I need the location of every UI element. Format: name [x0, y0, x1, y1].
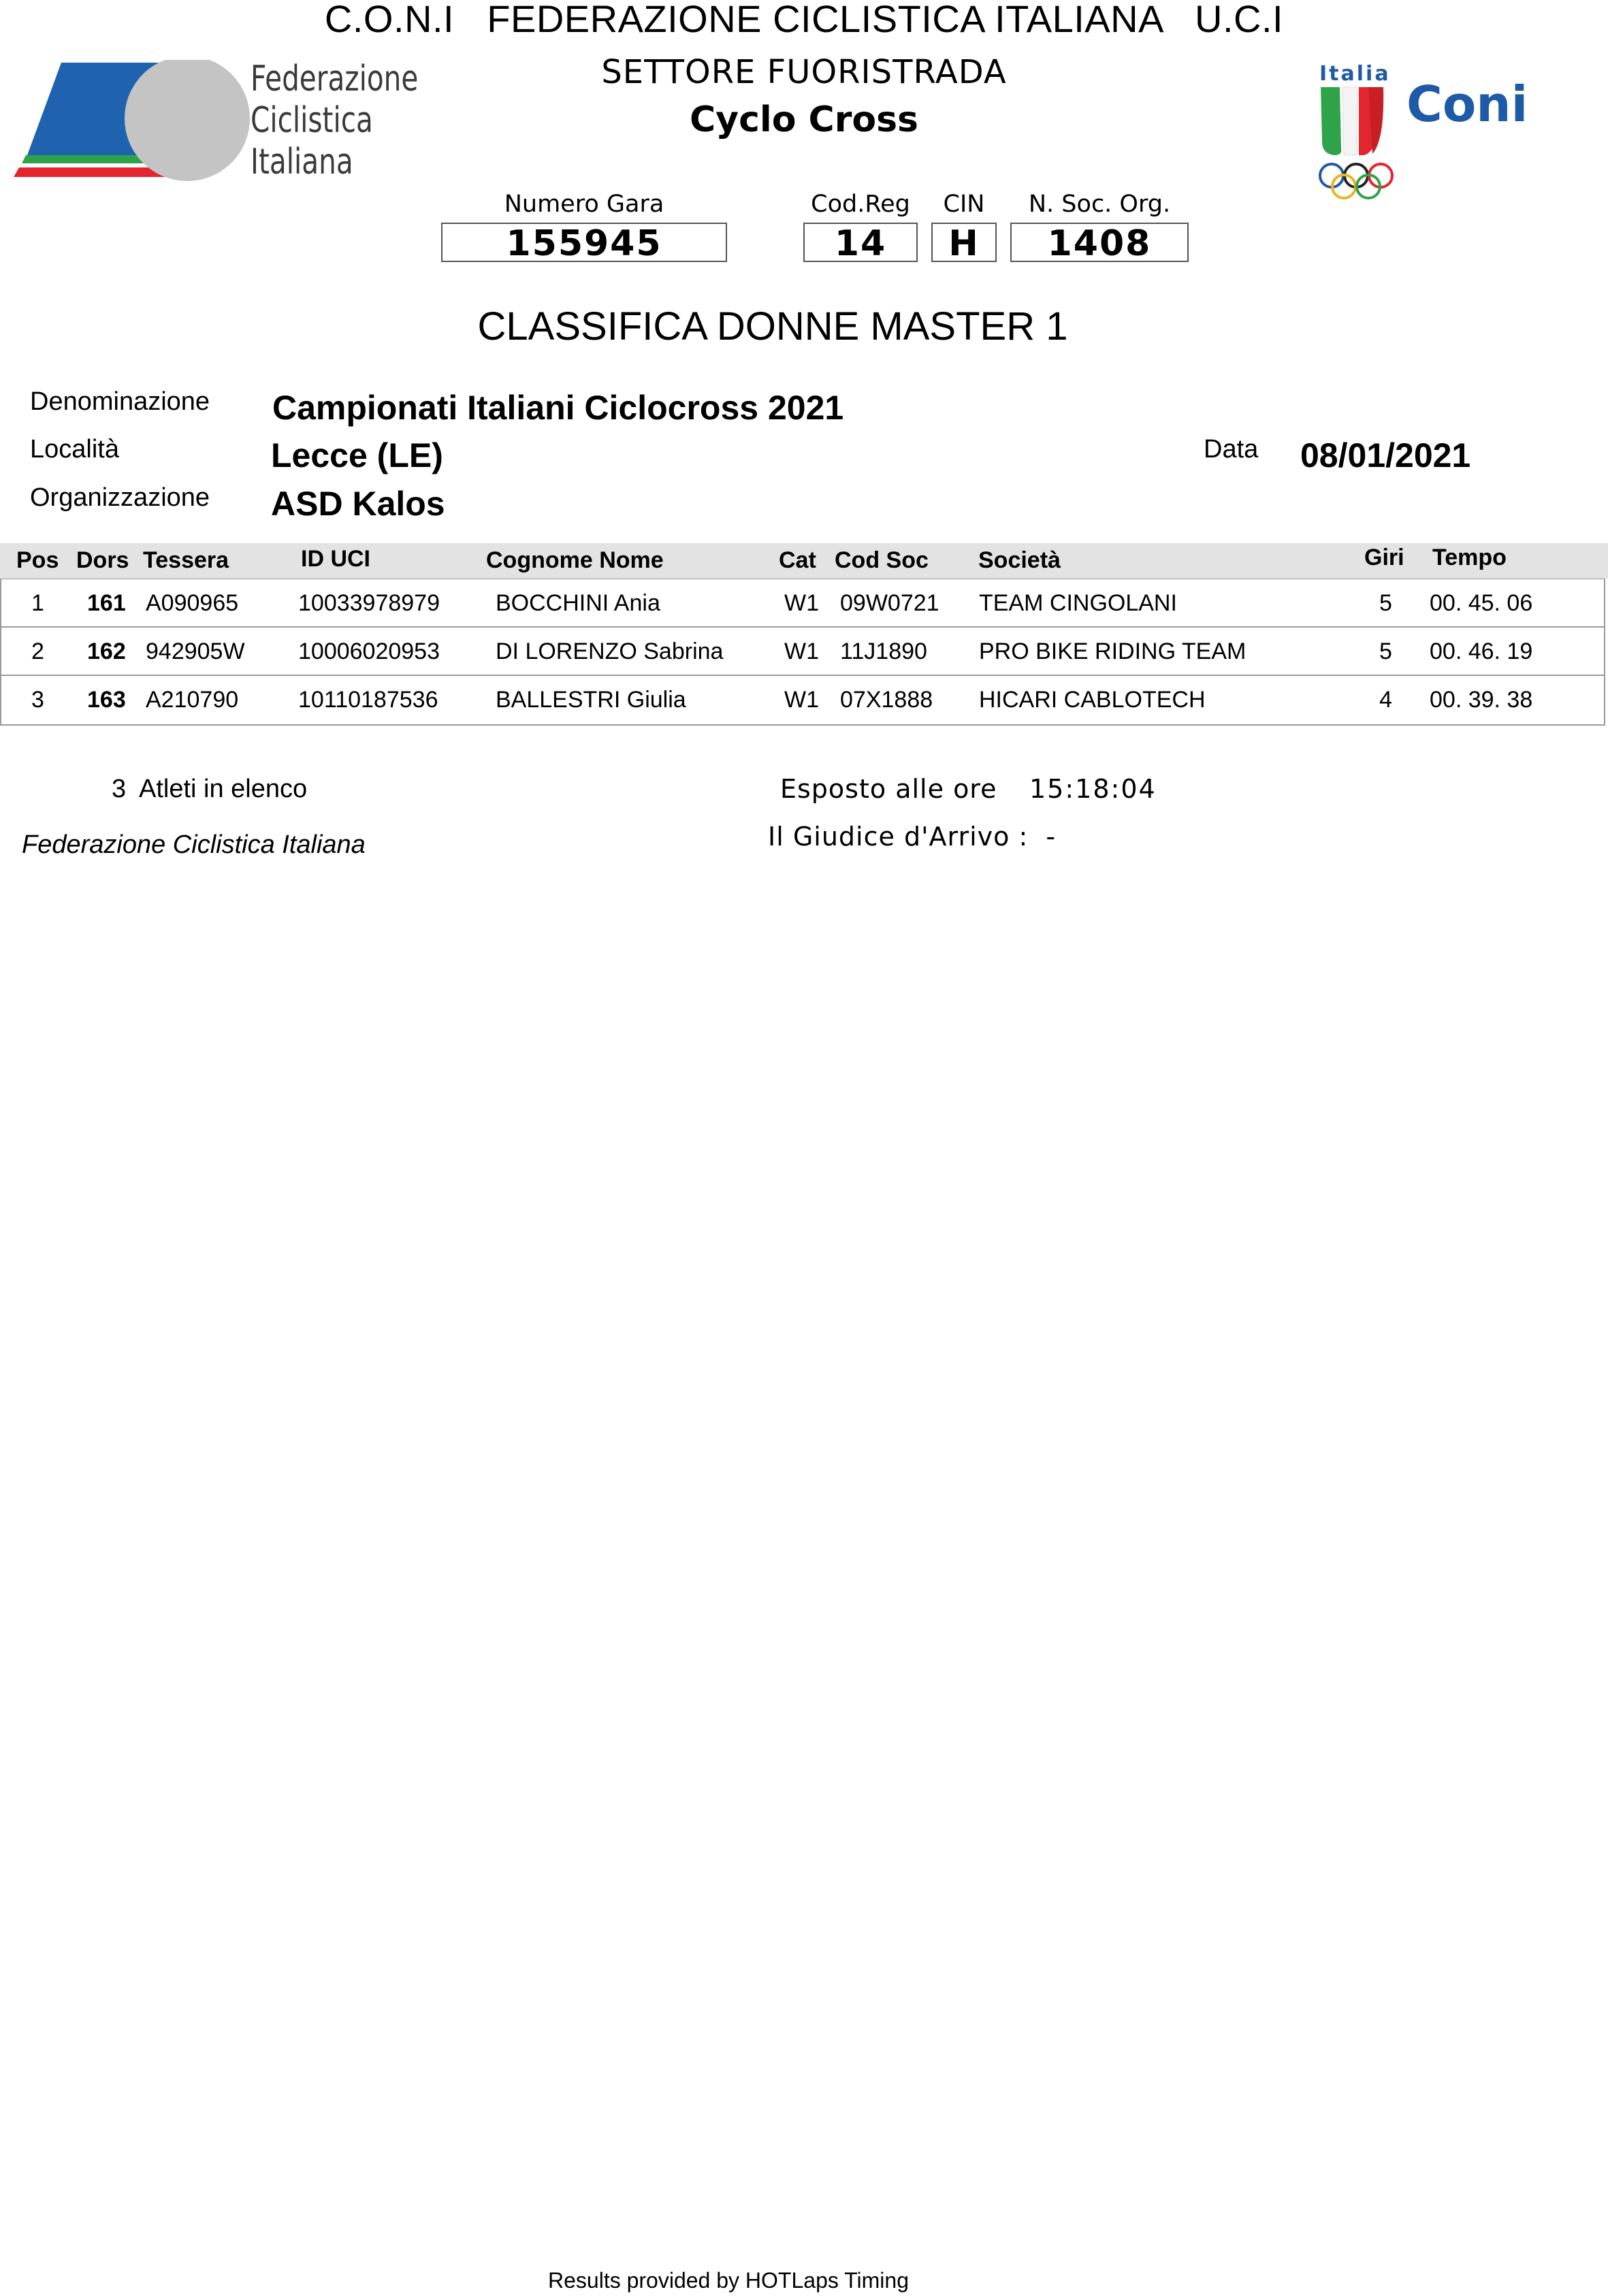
numero-gara-label: Numero Gara — [504, 191, 664, 218]
esposto-time: 15:18:04 — [1029, 774, 1157, 804]
col-tempo: Tempo — [1432, 545, 1507, 570]
cell-id-uci: 10033978979 — [298, 590, 440, 616]
cell-nome: DI LORENZO Sabrina — [496, 638, 724, 664]
results-table-body — [0, 579, 1605, 726]
col-cat: Cat — [779, 547, 816, 573]
col-societa: Società — [978, 547, 1061, 573]
coni-logo-coni-text: Coni — [1406, 76, 1528, 133]
cell-cat: W1 — [784, 687, 819, 713]
col-cod-soc: Cod Soc — [835, 547, 929, 573]
col-cognome-nome: Cognome Nome — [486, 547, 664, 573]
localita-value: Lecce (LE) — [271, 436, 443, 474]
cell-dors: 163 — [87, 687, 126, 713]
cell-tempo: 00. 45. 06 — [1430, 590, 1533, 616]
fci-logo-word-3: Italiana — [251, 142, 353, 182]
cell-cat: W1 — [784, 638, 819, 664]
soc-org-box: 1408 — [1010, 223, 1189, 262]
localita-label: Località — [30, 435, 119, 464]
cell-pos: 3 — [31, 687, 44, 713]
esposto-label: Esposto alle ore — [780, 774, 997, 804]
cin-label: CIN — [943, 191, 985, 218]
cell-societa: PRO BIKE RIDING TEAM — [979, 638, 1247, 664]
table-row — [1, 579, 1604, 628]
fci-logo-word-2: Ciclistica — [251, 100, 373, 141]
cell-id-uci: 10006020953 — [298, 638, 440, 664]
athletes-label: Atleti in elenco — [139, 775, 308, 803]
cell-societa: TEAM CINGOLANI — [979, 590, 1177, 616]
federazione-footer: Federazione Ciclistica Italiana — [22, 830, 366, 859]
cod-reg-box: 14 — [803, 223, 918, 262]
organizzazione-value: ASD Kalos — [271, 485, 445, 523]
organizzazione-label: Organizzazione — [30, 483, 210, 512]
coni-logo — [1314, 60, 1545, 203]
cell-cat: W1 — [784, 590, 819, 616]
col-dors: Dors — [76, 547, 129, 573]
cell-id-uci: 10110187536 — [298, 687, 438, 713]
denominazione-label: Denominazione — [30, 387, 210, 416]
cell-tessera: A210790 — [146, 687, 239, 713]
cell-societa: HICARI CABLOTECH — [979, 687, 1206, 713]
soc-org-label: N. Soc. Org. — [1028, 191, 1171, 218]
cell-cod-soc: 07X1888 — [840, 687, 933, 713]
cell-tempo: 00. 46. 19 — [1430, 638, 1533, 664]
cell-nome: BOCCHINI Ania — [496, 590, 660, 616]
cell-pos: 2 — [31, 638, 44, 664]
data-value: 08/01/2021 — [1300, 436, 1471, 474]
numero-gara-box: 155945 — [441, 223, 727, 262]
cell-giri: 5 — [1379, 638, 1392, 664]
classifica-title: CLASSIFICA DONNE MASTER 1 — [477, 304, 1068, 349]
cin-box: H — [931, 223, 997, 262]
settore-title: SETTORE FUORISTRADA — [601, 53, 1007, 91]
cell-nome: BALLESTRI Giulia — [496, 687, 686, 713]
cell-dors: 161 — [87, 590, 126, 616]
table-row — [1, 628, 1604, 676]
cell-tessera: A090965 — [146, 590, 239, 616]
cell-giri: 5 — [1379, 590, 1392, 616]
cell-dors: 162 — [87, 638, 126, 664]
cell-tempo: 00. 39. 38 — [1430, 687, 1533, 713]
cell-pos: 1 — [31, 590, 44, 616]
coni-logo-green-stripe — [1321, 87, 1341, 155]
cell-cod-soc: 09W0721 — [840, 590, 939, 616]
fci-logo-wordmark — [251, 59, 418, 183]
denominazione-value: Campionati Italiani Ciclocross 2021 — [272, 389, 844, 427]
col-id-uci: ID UCI — [301, 546, 370, 572]
data-label: Data — [1204, 435, 1259, 464]
col-pos: Pos — [16, 547, 59, 573]
cell-tessera: 942905W — [146, 638, 245, 664]
cell-giri: 4 — [1379, 687, 1392, 713]
athletes-count: 3 — [112, 775, 127, 803]
coni-logo-italia-text: Italia — [1319, 62, 1391, 86]
cod-reg-label: Cod.Reg — [811, 191, 910, 218]
fci-logo-word-1: Federazione — [251, 59, 419, 99]
col-tessera: Tessera — [143, 547, 229, 573]
fci-logo-grey-circle — [125, 60, 250, 181]
federation-header-title: C.O.N.I FEDERAZIONE CICLISTICA ITALIANA U.C.I — [324, 0, 1284, 40]
cell-cod-soc: 11J1890 — [840, 638, 927, 664]
coni-logo-white-stripe — [1342, 87, 1357, 155]
col-giri: Giri — [1364, 545, 1404, 570]
results-provided-footer: Results provided by HOTLaps Timing — [548, 2268, 909, 2293]
giudice-arrivo: Il Giudice d'Arrivo : - — [768, 822, 1057, 852]
discipline-title: Cyclo Cross — [690, 99, 918, 140]
table-row — [1, 676, 1604, 724]
results-table-header — [0, 543, 1608, 579]
